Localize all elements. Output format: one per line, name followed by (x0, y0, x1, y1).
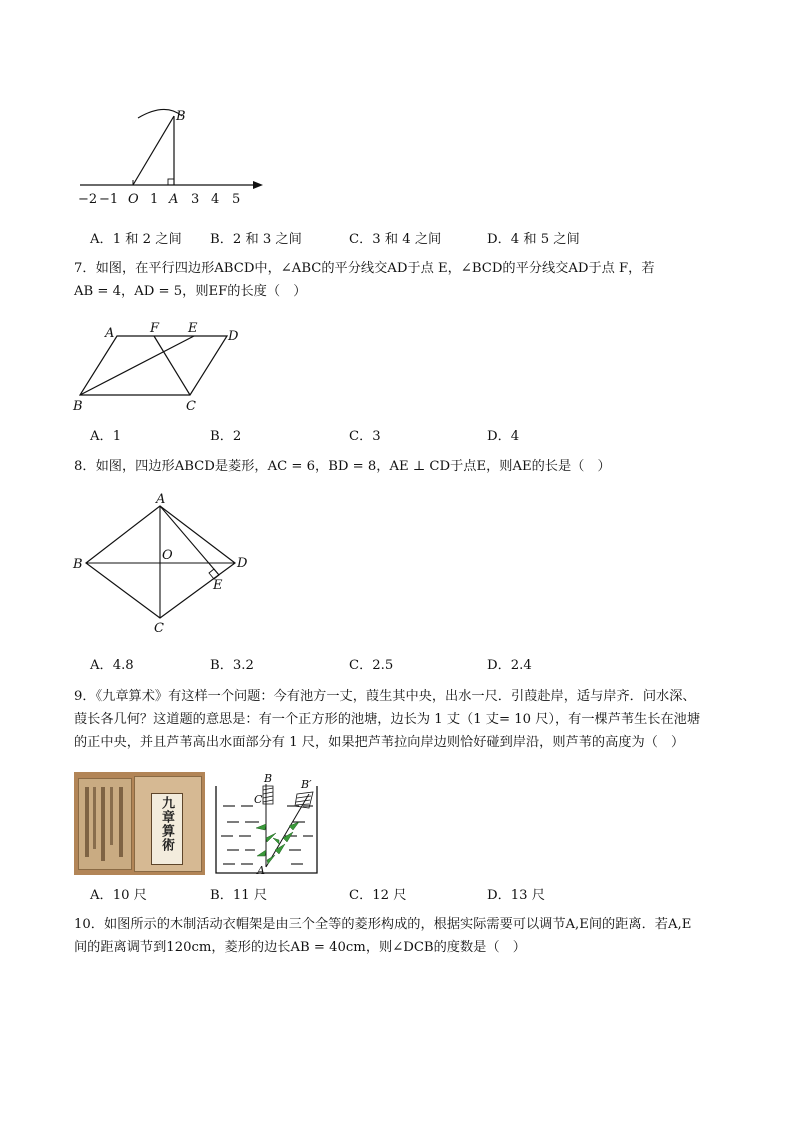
bisector-BE (80, 336, 194, 395)
option-a[interactable]: A．1 (90, 429, 122, 444)
label-A: A (156, 492, 166, 507)
book-photo (74, 772, 205, 875)
question-10-text (74, 913, 724, 959)
option-d[interactable]: D．2.4 (487, 658, 532, 673)
altitude-AE (160, 506, 219, 575)
option-d[interactable]: D．13 尺 (487, 888, 545, 903)
option-b[interactable]: B．2 (210, 429, 242, 444)
right-angle-mark (168, 179, 174, 185)
question-9-text (74, 685, 724, 754)
q9-options (90, 884, 710, 904)
axis-arrow-icon (253, 181, 263, 189)
option-b[interactable]: B．2 和 3 之间 (210, 232, 302, 247)
label-B: B (73, 557, 83, 572)
tick-label: A (169, 192, 179, 207)
reed-leaves (256, 822, 299, 864)
label-O: O (162, 548, 173, 563)
label-C: C (254, 793, 263, 806)
parallelogram-ABCD (80, 336, 227, 395)
book-title: 九章算術 (159, 796, 174, 852)
option-c[interactable]: C．12 尺 (349, 888, 407, 903)
label-D: D (228, 329, 239, 344)
label-A: A (105, 326, 115, 341)
q8-options (90, 654, 710, 674)
pond-diagram (213, 772, 323, 876)
tick-label: O (128, 192, 139, 207)
label-C: C (154, 621, 164, 636)
question-line: 10．如图所示的木制活动衣帽架是由三个全等的菱形构成的，根据实际需要可以调节A,E间的距离．若A,E (74, 917, 692, 932)
book-right-page (134, 776, 202, 872)
label-B-prime: B′ (301, 778, 312, 791)
option-d[interactable]: D．4 和 5 之间 (487, 232, 580, 247)
tick-label: −2 (78, 192, 98, 207)
reed-leaning (266, 794, 309, 867)
bisector-CF (154, 336, 190, 395)
option-c[interactable]: C．3 (349, 429, 381, 444)
tick-label: 1 (150, 192, 159, 207)
question-8-text (74, 455, 724, 478)
label-E: E (188, 321, 198, 336)
option-d[interactable]: D．4 (487, 429, 520, 444)
question-line: 9．《九章算术》有这样一个问题：今有池方一丈，葭生其中央，出水一尺．引葭赴岸，适与岸齐．问水深、 (74, 689, 696, 704)
question-line: 8．如图，四边形ABCD是菱形，AC = 6，BD = 8，AE ⊥ CD于点E，则AE的长是（ ） (74, 459, 611, 474)
label-F: F (150, 321, 160, 336)
rhombus-figure (68, 488, 258, 638)
tick-label: −1 (99, 192, 119, 207)
question-line: 葭长各几何？这道题的意思是：有一个正方形的池塘，边长为 1 丈（1 丈= 10 尺），有一棵芦苇生长在池塘 (74, 712, 701, 727)
question-7-text (74, 257, 724, 303)
book-title-plate (151, 793, 183, 865)
question-line: AB = 4，AD = 5，则EF的长度（ ） (74, 284, 307, 299)
tick-label: 5 (232, 192, 241, 207)
label-D: D (237, 556, 248, 571)
option-b[interactable]: B．3.2 (210, 658, 254, 673)
q7-options (90, 425, 710, 445)
option-c[interactable]: C．3 和 4 之间 (349, 232, 442, 247)
question-line: 的正中央，并且芦苇高出水面部分有 1 尺，如果把芦苇拉向岸边则恰好碰到岸沿，则芦苇的高度为（ ） (74, 735, 685, 750)
option-a[interactable]: A．1 和 2 之间 (90, 232, 182, 247)
option-c[interactable]: C．2.5 (349, 658, 394, 673)
question-line: 间的距离调节到120cm，菱形的边长AB = 40cm，则∠DCB的度数是（ ） (74, 940, 526, 955)
q6-options (90, 228, 710, 248)
number-line-figure (70, 100, 280, 212)
segment-OB (133, 116, 174, 185)
option-b[interactable]: B．11 尺 (210, 888, 268, 903)
book-left-page (78, 778, 132, 870)
label-A: A (257, 864, 265, 876)
question-line: 7．如图，在平行四边形ABCD中，∠ABC的平分线交AD于点 E，∠BCD的平分线交AD于点 F，若 (74, 261, 655, 276)
label-B: B (264, 772, 273, 785)
label-C: C (186, 399, 196, 414)
tick-label: 4 (211, 192, 220, 207)
label-B: B (73, 399, 83, 414)
tick-label: 3 (191, 192, 200, 207)
label-E: E (213, 578, 223, 593)
option-a[interactable]: A．4.8 (90, 658, 134, 673)
option-a[interactable]: A．10 尺 (90, 888, 147, 903)
point-label-B: B (176, 109, 186, 124)
parallelogram-figure (70, 318, 255, 416)
